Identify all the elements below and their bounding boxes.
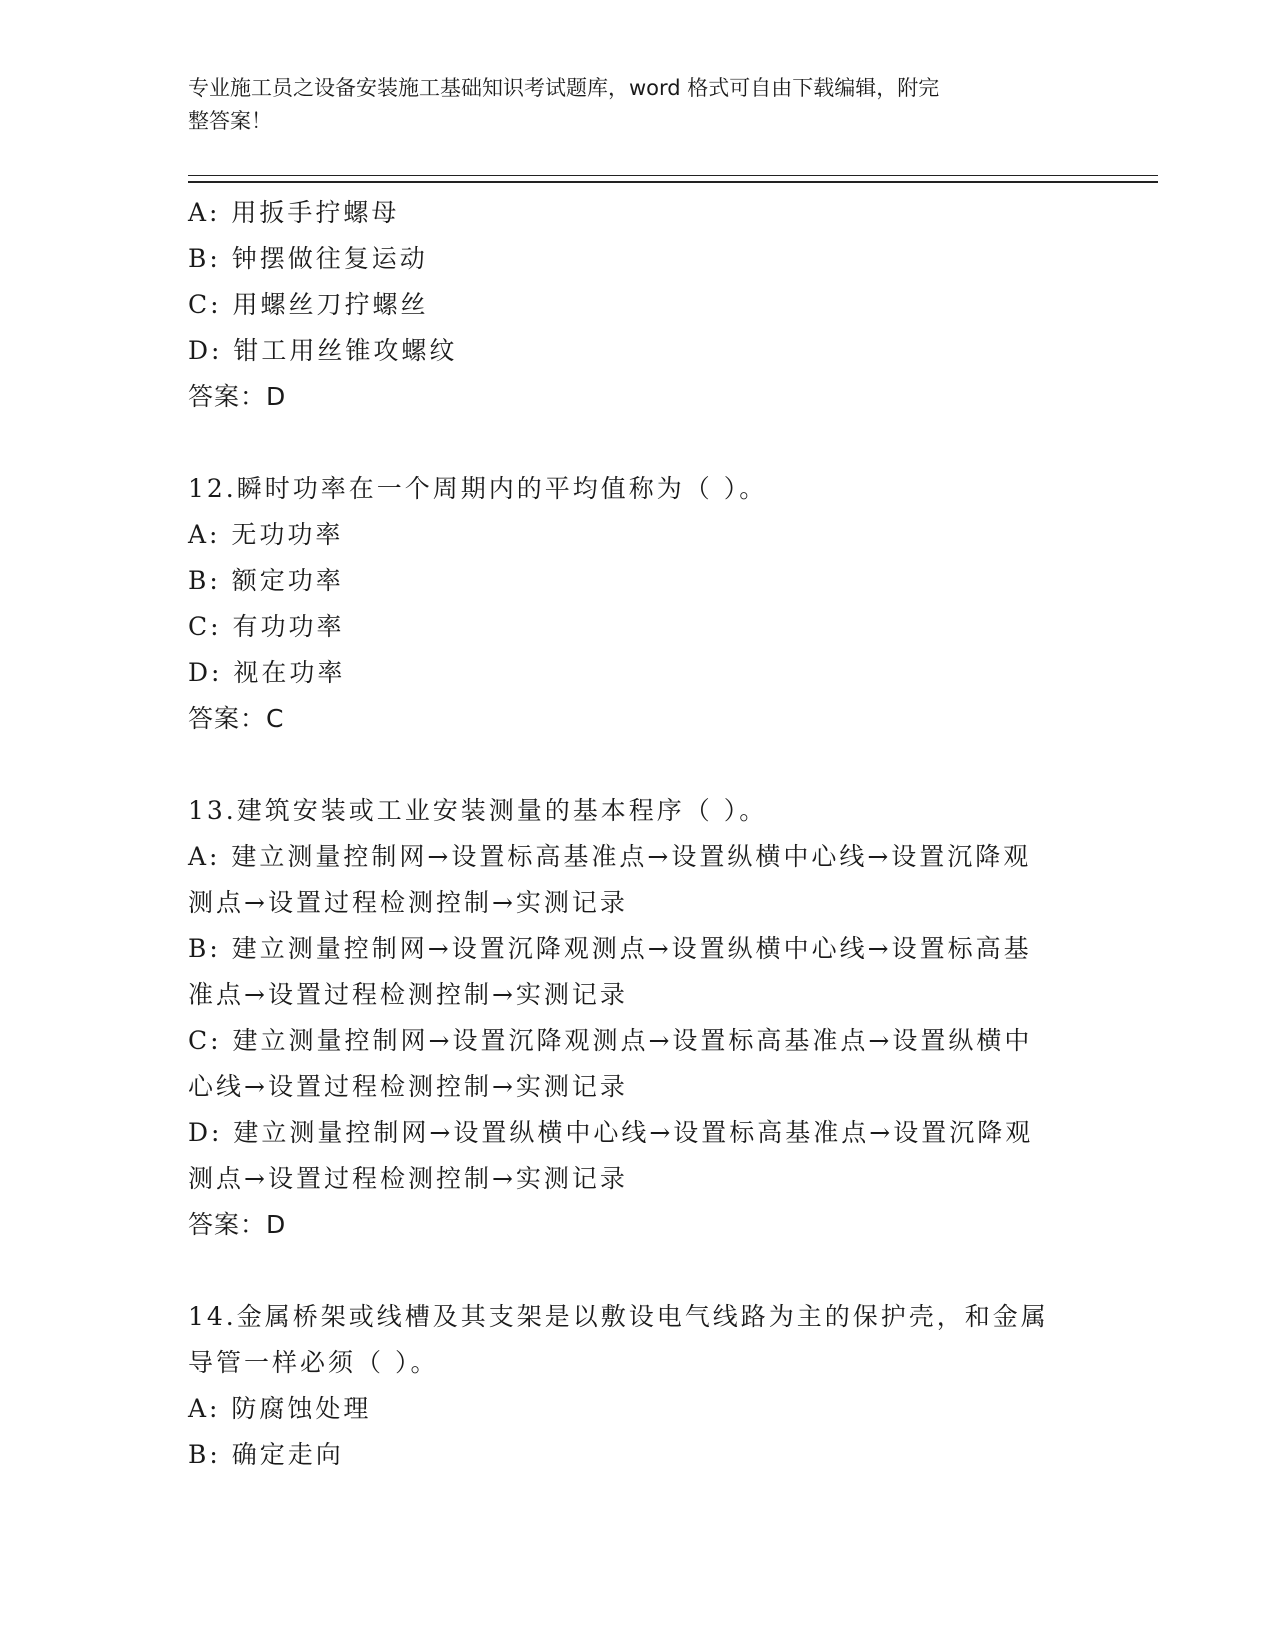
q13-option-c-line-2: 心线→设置过程检测控制→实测记录 [188,1072,628,1101]
question-11 [188,190,1088,420]
q11-option-d: D: 钳工用丝锥攻螺纹 [188,336,458,365]
header-divider-thin [188,175,1158,176]
q13-stem: 13.建筑安装或工业安装测量的基本程序（ ）。 [188,796,768,825]
q13-option-a-line-1: A: 建立测量控制网→设置标高基准点→设置纵横中心线→设置沉降观 [188,842,1032,871]
q13-option-d-line-1: D: 建立测量控制网→设置纵横中心线→设置标高基准点→设置沉降观 [188,1118,1034,1147]
q11-option-a: A: 用扳手拧螺母 [188,198,400,227]
document-header [188,72,1068,138]
q11-option-b: B: 钟摆做往复运动 [188,244,428,273]
question-14 [188,1294,1088,1478]
spacer [188,1248,1088,1294]
spacer [188,420,1088,466]
q13-option-b-line-1: B: 建立测量控制网→设置沉降观测点→设置纵横中心线→设置标高基 [188,934,1032,963]
header-line-1: 专业施工员之设备安装施工基础知识考试题库，word 格式可自由下载编辑，附完 [188,76,940,100]
q14-option-a: A: 防腐蚀处理 [188,1394,372,1423]
q12-answer: 答案：C [188,704,285,733]
q13-option-a-line-2: 测点→设置过程检测控制→实测记录 [188,888,628,917]
q11-answer: 答案：D [188,382,287,411]
header-divider-thick [188,181,1158,183]
q13-option-c-line-1: C: 建立测量控制网→设置沉降观测点→设置标高基准点→设置纵横中 [188,1026,1033,1055]
question-list [188,190,1088,1478]
q13-option-d-line-2: 测点→设置过程检测控制→实测记录 [188,1164,628,1193]
q12-stem: 12.瞬时功率在一个周期内的平均值称为（ ）。 [188,474,768,503]
q12-option-b: B: 额定功率 [188,566,344,595]
q12-option-c: C: 有功功率 [188,612,345,641]
header-line-2: 整答案！ [188,109,272,133]
q14-option-b: B: 确定走向 [188,1440,344,1469]
question-12 [188,466,1088,742]
q13-answer: 答案：D [188,1210,287,1239]
q13-option-b-line-2: 准点→设置过程检测控制→实测记录 [188,980,628,1009]
q11-option-c: C: 用螺丝刀拧螺丝 [188,290,429,319]
q12-option-a: A: 无功功率 [188,520,344,549]
q14-stem-line-1: 14.金属桥架或线槽及其支架是以敷设电气线路为主的保护壳，和金属 [188,1302,1049,1331]
question-13 [188,788,1088,1248]
q14-stem-line-2: 导管一样必须（ ）。 [188,1348,439,1377]
spacer [188,742,1088,788]
q12-option-d: D: 视在功率 [188,658,346,687]
